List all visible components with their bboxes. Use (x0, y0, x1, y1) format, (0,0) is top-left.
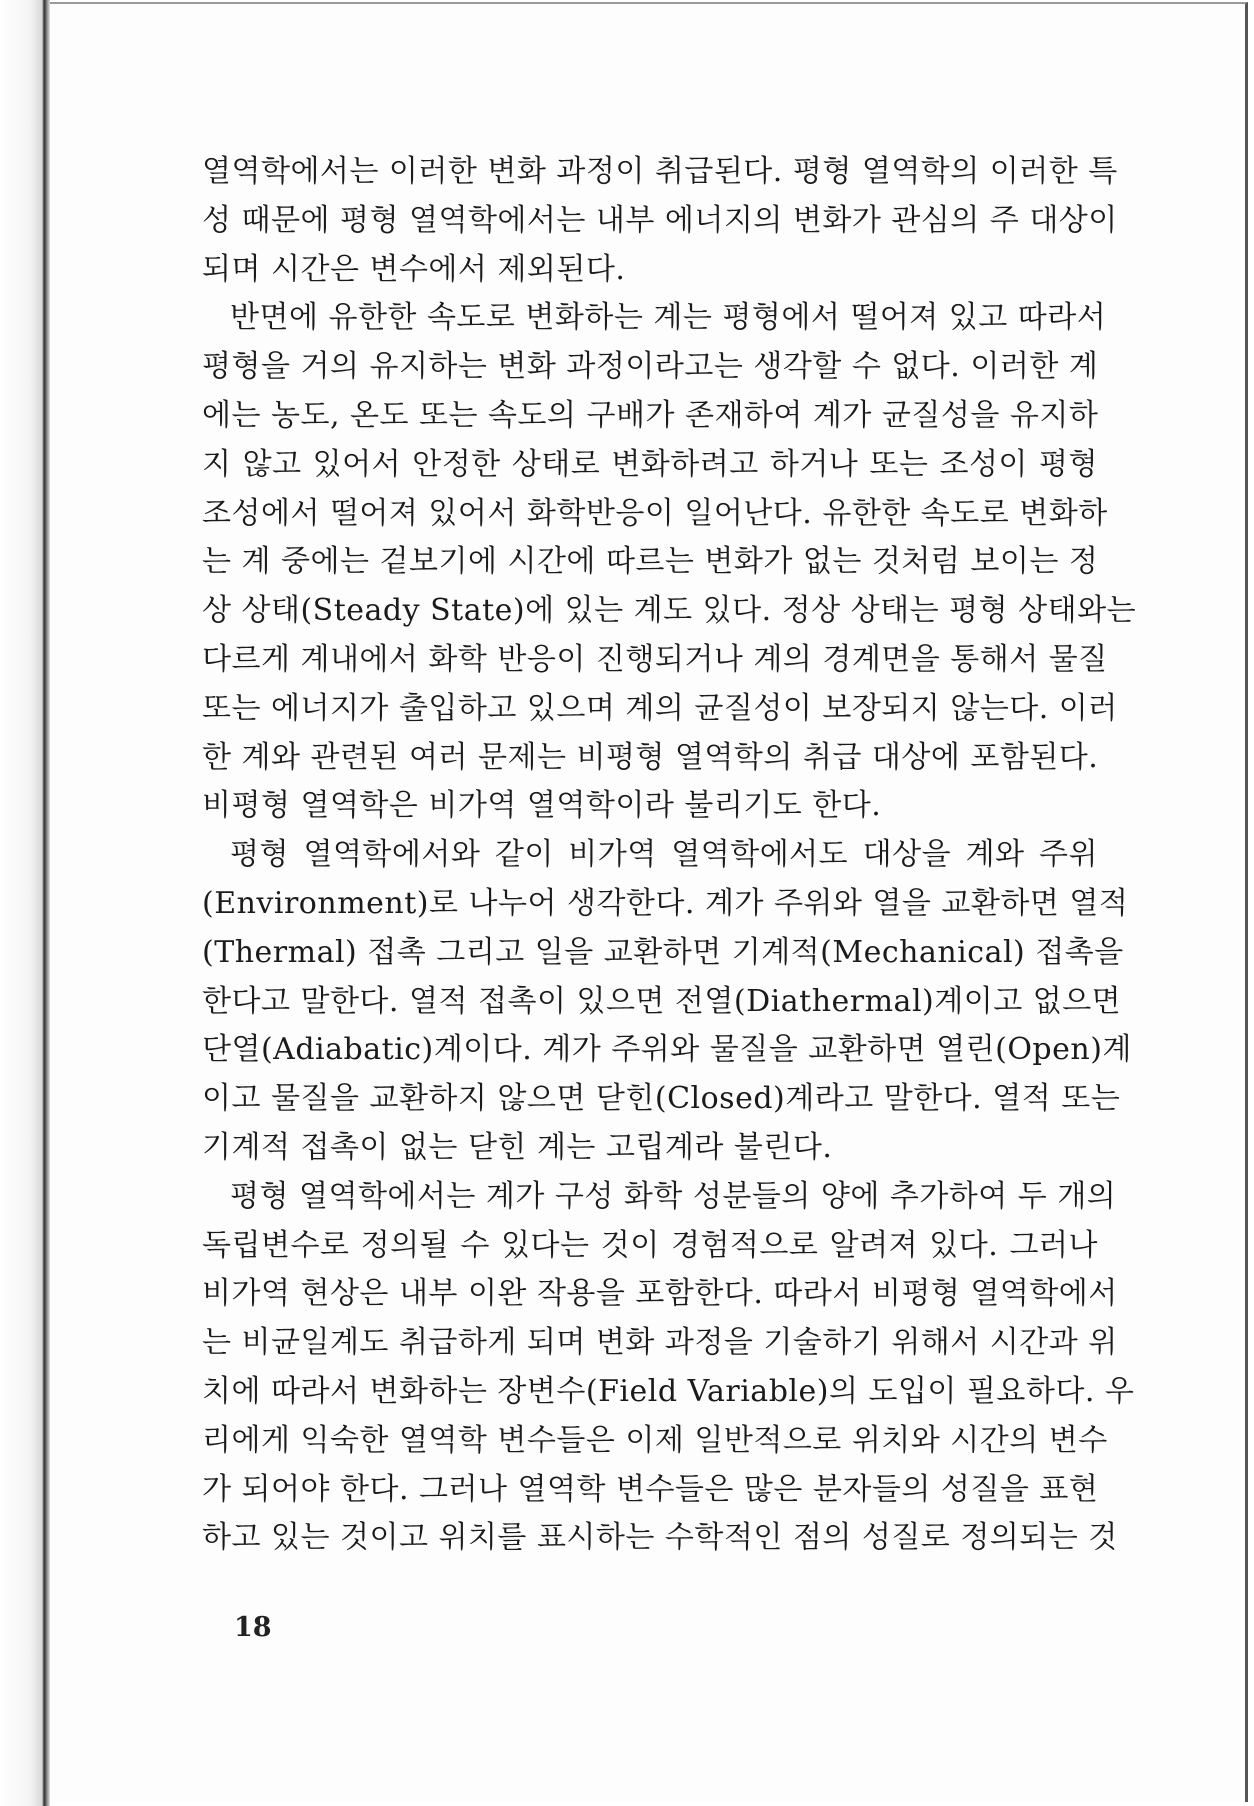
text-line: 기계적 접촉이 없는 닫힌 계는 고립계라 불린다. (202, 1129, 833, 1165)
text-line: 는 비균일계도 취급하게 되며 변화 과정을 기술하기 위해서 시간과 위 (202, 1325, 1118, 1361)
text-line: 단열(Adiabatic)계이다. 계가 주위와 물질을 교환하면 열린(Open)계 (202, 1032, 1132, 1068)
text-line: 하고 있는 것이고 위치를 표시하는 수학적인 점의 성질로 정의되는 것 (202, 1520, 1118, 1556)
text-line: 성 때문에 평형 열역학에서는 내부 에너지의 변화가 관심의 주 대상이 (202, 202, 1118, 238)
page-gutter-edge (44, 0, 50, 1806)
text-line: 평형 열역학에서는 계가 구성 화학 성분들의 양에 추가하여 두 개의 (230, 1178, 1117, 1214)
text-line: 반면에 유한한 속도로 변화하는 계는 평형에서 떨어져 있고 따라서 (230, 300, 1107, 336)
body-text (202, 148, 1137, 1563)
text-line: 에는 농도, 온도 또는 속도의 구배가 존재하여 계가 균질성을 유지하 (202, 397, 1099, 433)
text-line: (Environment)로 나누어 생각한다. 계가 주위와 열을 교환하면 열적 (202, 885, 1129, 921)
text-line: 한다고 말한다. 열적 접촉이 있으면 전열(Diathermal)계이고 없으면 (202, 983, 1122, 1019)
text-line: 상 상태(Steady State)에 있는 계도 있다. 정상 상태는 평형 상태와는 (202, 593, 1137, 629)
text-line: 한 계와 관련된 여러 문제는 비평형 열역학의 취급 대상에 포함된다. (202, 739, 1099, 775)
book-spine-shadow (0, 0, 44, 1806)
text-line: 가 되어야 한다. 그러나 열역학 변수들은 많은 분자들의 성질을 표현 (202, 1471, 1099, 1507)
text-line: 평형 열역학에서와 같이 비가역 열역학에서도 대상을 계와 주위 (230, 837, 1098, 873)
text-line: 리에게 익숙한 열역학 변수들은 이제 일반적으로 위치와 시간의 변수 (202, 1422, 1108, 1458)
text-line: 평형을 거의 유지하는 변화 과정이라고는 생각할 수 없다. 이러한 계 (202, 349, 1099, 385)
text-line: 는 계 중에는 겉보기에 시간에 따르는 변화가 없는 것처럼 보이는 정 (202, 544, 1099, 580)
text-line: 다르게 계내에서 화학 반응이 진행되거나 계의 경계면을 통해서 물질 (202, 641, 1108, 677)
text-line: (Thermal) 접촉 그리고 일을 교환하면 기계적(Mechanical) 접촉을 (202, 934, 1124, 970)
text-line: 비평형 열역학은 비가역 열역학이라 불리기도 한다. (202, 788, 882, 824)
text-line: 비가역 현상은 내부 이완 작용을 포함한다. 따라서 비평형 열역학에서 (202, 1276, 1118, 1312)
text-line: 치에 따라서 변화하는 장변수(Field Variable)의 도입이 필요하다. 우 (202, 1373, 1135, 1409)
text-line: 되며 시간은 변수에서 제외된다. (202, 251, 626, 287)
text-line: 또는 에너지가 출입하고 있으며 계의 균질성이 보장되지 않는다. 이러 (202, 690, 1118, 726)
text-line: 조성에서 떨어져 있어서 화학반응이 일어난다. 유한한 속도로 변화하 (202, 495, 1108, 531)
text-line: 이고 물질을 교환하지 않으면 닫힌(Closed)계라고 말한다. 열적 또는 (202, 1081, 1121, 1117)
text-line: 열역학에서는 이러한 변화 과정이 취급된다. 평형 열역학의 이러한 특 (202, 154, 1118, 189)
text-line: 독립변수로 정의될 수 있다는 것이 경험적으로 알려져 있다. 그러나 (202, 1227, 1098, 1263)
page-number: 18 (234, 1612, 272, 1643)
text-line: 지 않고 있어서 안정한 상태로 변화하려고 하거나 또는 조성이 평형 (202, 446, 1098, 482)
